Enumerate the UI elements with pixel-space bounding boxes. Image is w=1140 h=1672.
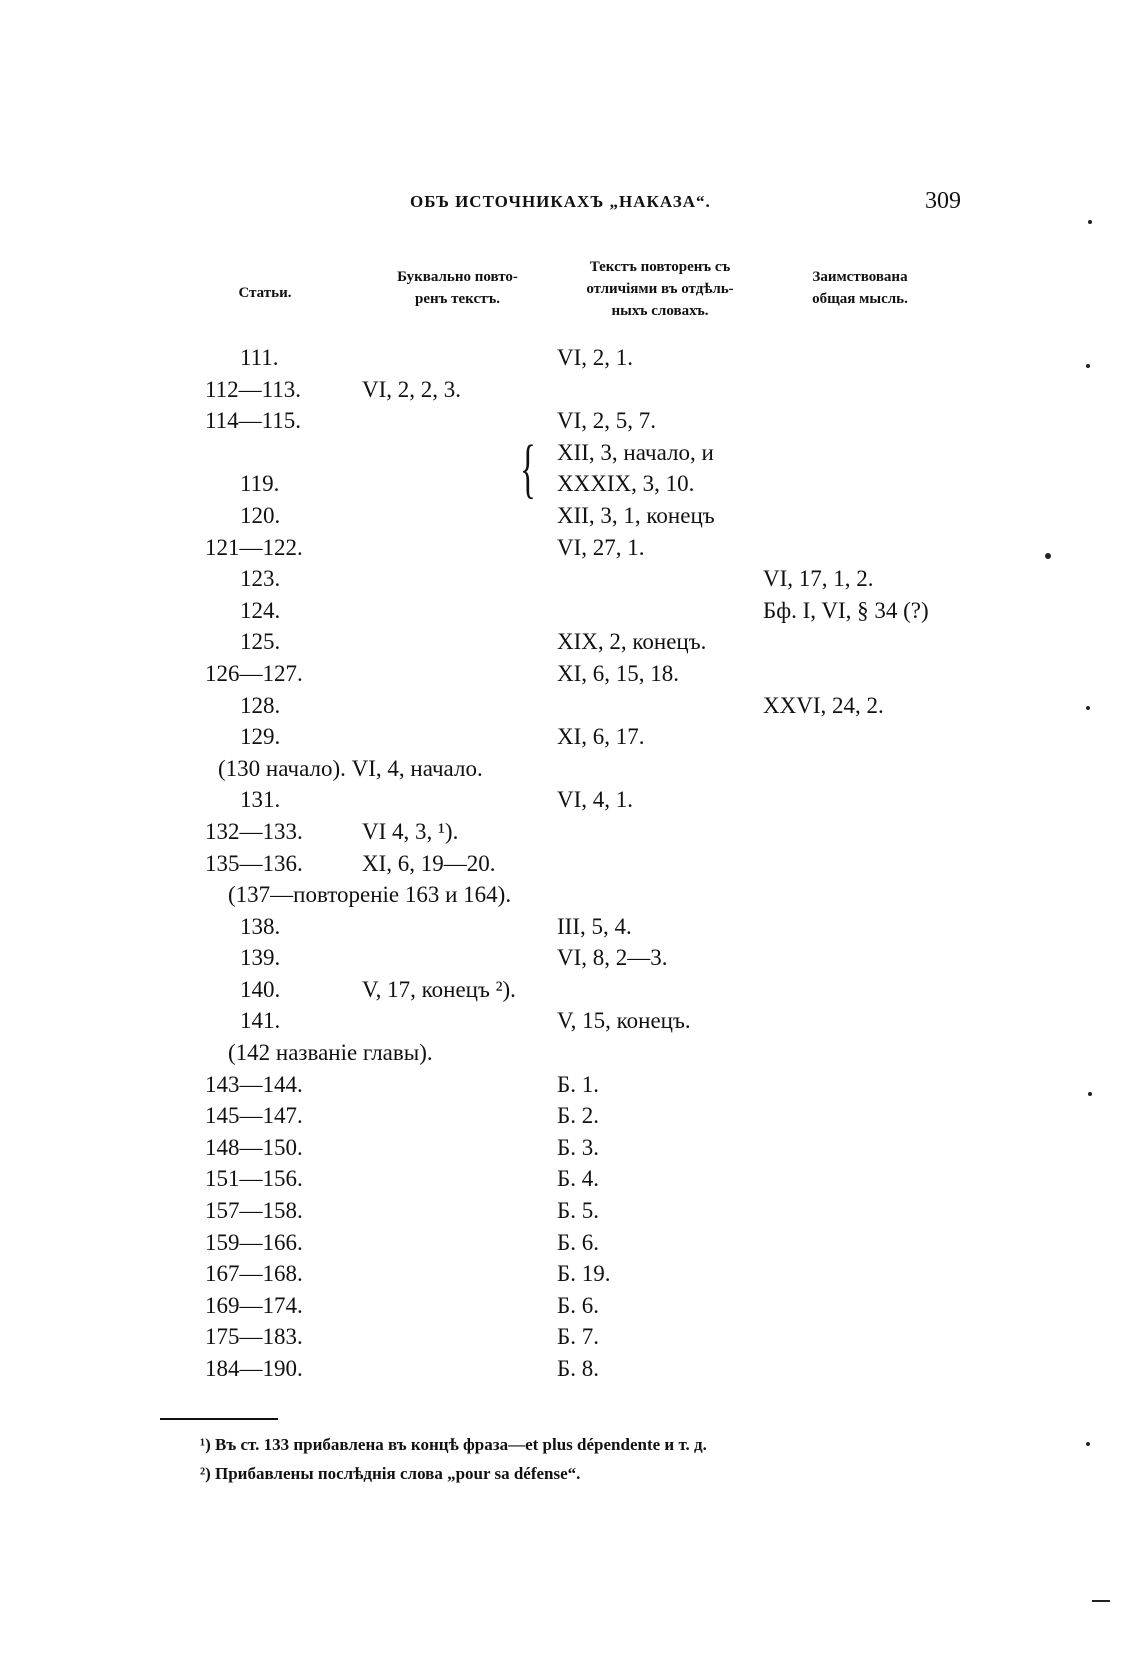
variant-cell: Б. 1. [557,1071,599,1097]
article-cell: (142 названiе главы). [228,1040,433,1066]
article-cell: 151—156. [205,1166,303,1192]
curly-brace: { [520,432,536,505]
variant-cell: VI, 4, 1. [557,787,634,813]
article-cell: 111. [240,345,279,370]
article-cell: 141. [240,1008,281,1034]
variant-cell: XXXIX, 3, 10. [557,471,695,497]
variant-cell: XIX, 2, конецъ. [557,629,707,655]
article-cell: 148—150. [205,1134,303,1160]
article-cell: 125. [240,629,281,655]
footnote-2: ²) Прибавлены послѣднiя слова „pour sa défense“. [200,1464,581,1483]
article-cell: 175—183. [205,1324,303,1350]
variant-cell: Б. 7. [557,1324,599,1350]
article-cell: 145—147. [205,1103,303,1129]
variant-cell: VI, 2, 5, 7. [557,408,657,434]
idea-cell: VI, 17, 1, 2. [763,566,874,592]
article-cell: 121—122. [205,534,303,560]
article-cell: 139. [240,945,281,971]
article-cell: 114—115. [205,408,302,434]
article-cell: 138. [240,913,281,939]
variant-cell: Б. 6. [557,1229,599,1255]
variant-cell: XII, 3, начало, и [557,439,714,465]
article-cell: (137—повторенiе 163 и 164). [228,882,512,908]
footnote-1: ¹) Въ ст. 133 прибавлена въ концѣ фраза—et plus dépendente и т. д. [200,1435,707,1454]
idea-cell: XXVI, 24, 2. [763,692,884,718]
literal-cell: XI, 6, 19—20. [362,850,496,876]
variant-cell: Б. 6. [557,1292,599,1318]
article-cell: 123. [240,566,281,592]
variant-cell: XI, 6, 15, 18. [557,660,680,686]
article-cell: 112—113. [205,376,302,402]
variant-cell: III, 5, 4. [557,913,632,939]
column-header-idea-text: Заимствована общая мысль. [812,269,908,307]
column-header-variant-text: Текстъ повторенъ съ отличiями въ отдѣль- ныхъ словахъ. [586,259,734,319]
variant-cell: Б. 3. [557,1134,599,1160]
article-cell: 159—166. [205,1229,303,1255]
variant-cell: Б. 8. [557,1356,599,1381]
article-cell: 131. [240,787,281,813]
column-header-articles-text: Статьи. [238,285,292,301]
article-cell: 140. [240,976,281,1002]
literal-cell: VI, 2, 2, 3. [362,376,462,402]
article-cell: 129. [240,724,281,750]
idea-cell: Бф. I, VI, § 34 (?) [763,597,929,623]
column-header-literal-text: Буквально повто- ренъ текстъ. [397,269,518,307]
article-cell: 135—136. [205,850,303,876]
variant-cell: VI, 27, 1. [557,534,645,560]
variant-cell: XII, 3, 1, конецъ [557,502,715,528]
article-cell: 143—144. [205,1071,303,1097]
article-cell: 124. [240,597,281,623]
variant-cell: Б. 2. [557,1103,599,1129]
article-cell: 128. [240,692,281,718]
article-cell: 184—190. [205,1356,303,1381]
variant-cell: Б. 5. [557,1198,599,1224]
article-cell: (130 начало). VI, 4, начало. [218,755,483,781]
variant-cell: V, 15, конецъ. [557,1008,691,1034]
article-cell: 167—168. [205,1261,303,1287]
running-head-title: ОБЪ ИСТОЧНИКАХЪ „НАКАЗА“. [410,192,711,211]
article-cell: 119. [240,471,280,497]
variant-cell: Б. 19. [557,1261,611,1287]
article-cell: 157—158. [205,1198,303,1224]
variant-cell: XI, 6, 17. [557,724,645,750]
article-cell: 132—133. [205,818,303,844]
article-cell: 169—174. [205,1292,303,1318]
variant-cell: VI, 8, 2—3. [557,945,668,971]
variant-cell: Б. 4. [557,1166,599,1192]
literal-cell: VI 4, 3, ¹). [362,818,459,844]
variant-cell: VI, 2, 1. [557,345,634,370]
literal-cell: V, 17, конецъ ²). [362,976,516,1002]
page-number: 309 [925,188,961,214]
article-cell: 120. [240,502,281,528]
article-cell: 126—127. [205,660,303,686]
